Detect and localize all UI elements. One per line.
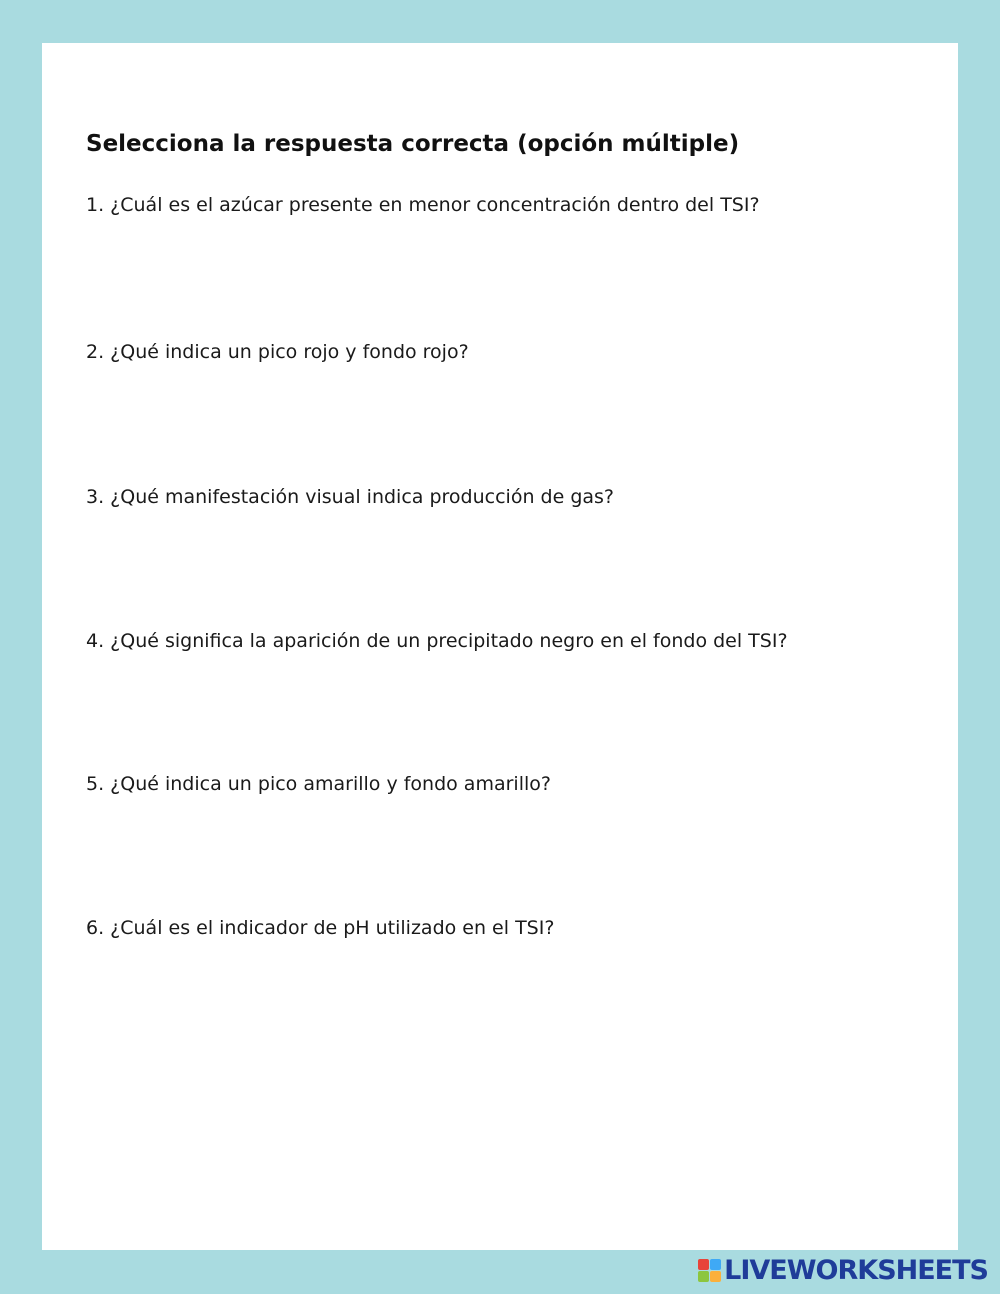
liveworksheets-brand bbox=[698, 1255, 988, 1285]
logo-square-blue bbox=[710, 1259, 721, 1270]
worksheet-page bbox=[42, 43, 958, 1250]
worksheet-heading: Selecciona la respuesta correcta (opción múltiple) bbox=[86, 131, 740, 157]
logo-square-green bbox=[698, 1271, 709, 1282]
question-1: 1. ¿Cuál es el azúcar presente en menor concentración dentro del TSI? bbox=[86, 194, 760, 216]
question-2: 2. ¿Qué indica un pico rojo y fondo rojo? bbox=[86, 341, 469, 363]
question-3: 3. ¿Qué manifestación visual indica producción de gas? bbox=[86, 486, 615, 508]
brand-name: LIVEWORKSHEETS bbox=[724, 1254, 988, 1286]
logo-square-red bbox=[698, 1259, 709, 1270]
liveworksheets-logo-icon bbox=[698, 1259, 721, 1282]
question-6: 6. ¿Cuál es el indicador de pH utilizado en el TSI? bbox=[86, 917, 555, 939]
question-5: 5. ¿Qué indica un pico amarillo y fondo amarillo? bbox=[86, 773, 551, 795]
question-4: 4. ¿Qué significa la aparición de un precipitado negro en el fondo del TSI? bbox=[86, 630, 788, 652]
logo-square-orange bbox=[710, 1271, 721, 1282]
